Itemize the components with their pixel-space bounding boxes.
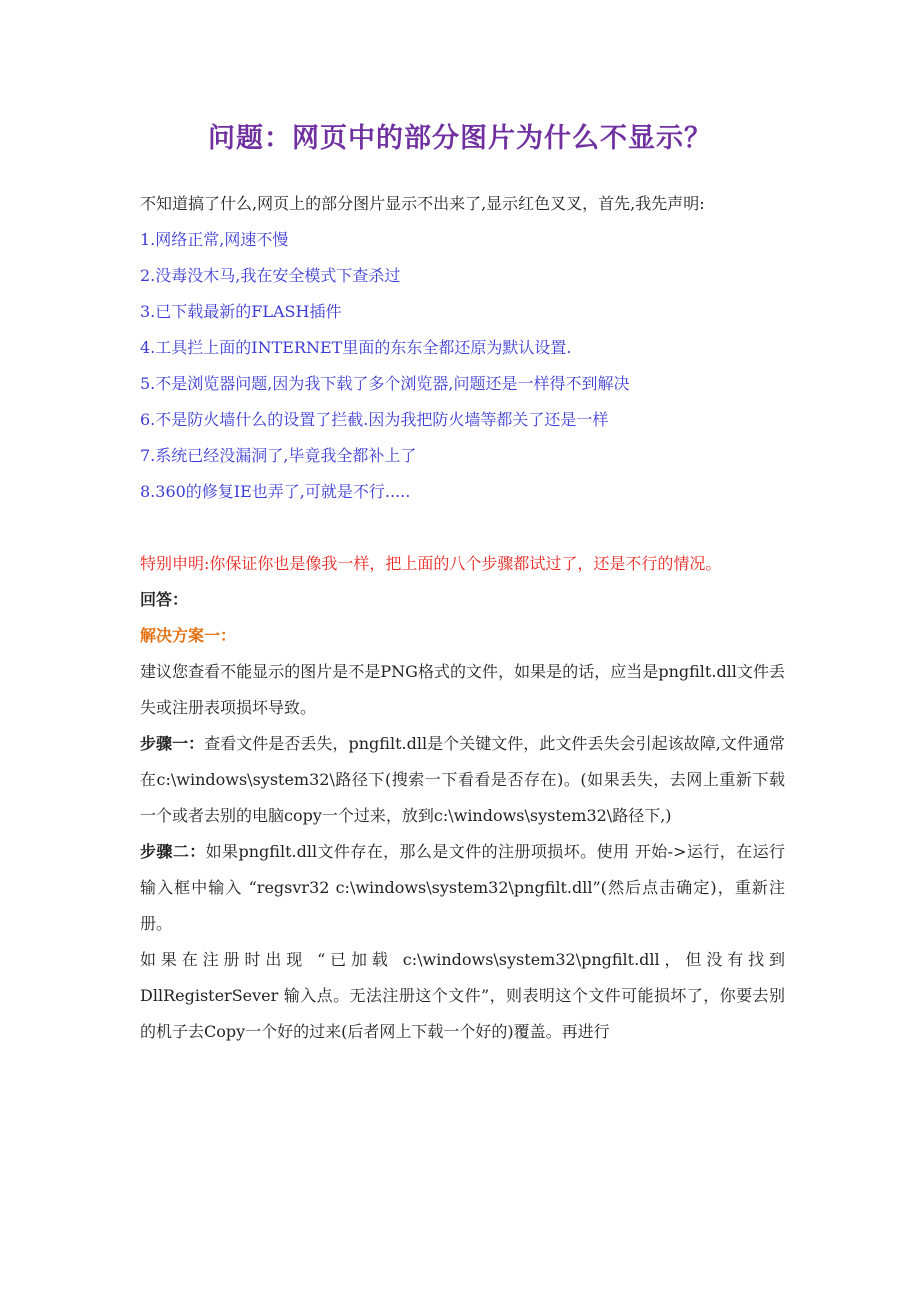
- list-item: 4.工具拦上面的INTERNET里面的东东全都还原为默认设置.: [140, 338, 572, 357]
- step1-paragraph: [140, 726, 785, 834]
- step2-text: 如果pngfilt.dll文件存在，那么是文件的注册项损坏。使用 开始->运行，在运行输入框中输入 “regsvr32 c:\windows\system32\pngfilt.dll”(然后点击确定)，重新注册。: [140, 842, 785, 933]
- list-item: 6.不是防火墙什么的设置了拦截.因为我把防火墙等都关了还是一样: [140, 410, 609, 429]
- spacer: [140, 510, 785, 546]
- solution-label: 解决方案一：: [140, 626, 237, 645]
- answer-label: 回答：: [140, 590, 189, 609]
- list-item: 1.网络正常,网速不慢: [140, 230, 289, 249]
- checklist: [140, 222, 785, 510]
- document-body: [140, 186, 785, 1050]
- solution-paragraph: 建议您查看不能显示的图片是不是PNG格式的文件，如果是的话，应当是pngfilt.dll文件丢失或注册表项损坏导致。: [140, 662, 785, 717]
- special-note: 特别申明:你保证你也是像我一样，把上面的八个步骤都试过了，还是不行的情况。: [140, 554, 722, 573]
- list-item: 7.系统已经没漏洞了,毕竟我全都补上了: [140, 446, 417, 465]
- followup-paragraph: 如果在注册时出现 “已加载 c:\windows\system32\pngfilt.dll，但没有找到DllRegisterSever 输入点。无法注册这个文件”，则表明这个文件可能损坏了，你要去别的机子去Copy一个好的过来(后者网上下载一个好的)覆盖。再进行: [140, 950, 785, 1041]
- page-title: 问题：网页中的部分图片为什么不显示？: [208, 123, 712, 154]
- intro-paragraph: 不知道搞了什么,网页上的部分图片显示不出来了,显示红色叉叉，首先,我先声明:: [140, 194, 705, 213]
- list-item: 3.已下载最新的FLASH插件: [140, 302, 342, 321]
- step2-paragraph: [140, 834, 785, 942]
- step1-label: 步骤一：: [140, 734, 205, 753]
- list-item: 2.没毒没木马,我在安全模式下查杀过: [140, 266, 401, 285]
- list-item: 5.不是浏览器问题,因为我下载了多个浏览器,问题还是一样得不到解决: [140, 374, 630, 393]
- list-item: 8.360的修复IE也弄了,可就是不行.....: [140, 482, 411, 501]
- step2-label: 步骤二：: [140, 842, 206, 861]
- step1-text: 查看文件是否丢失，pngfilt.dll是个关键文件，此文件丢失会引起该故障,文件通常在c:\windows\system32\路径下(搜索一下看看是否存在)。(如果丢失，去网上重新下载一个或者去别的电脑copy一个过来，放到c:\windows\system32\路径下,): [140, 734, 785, 825]
